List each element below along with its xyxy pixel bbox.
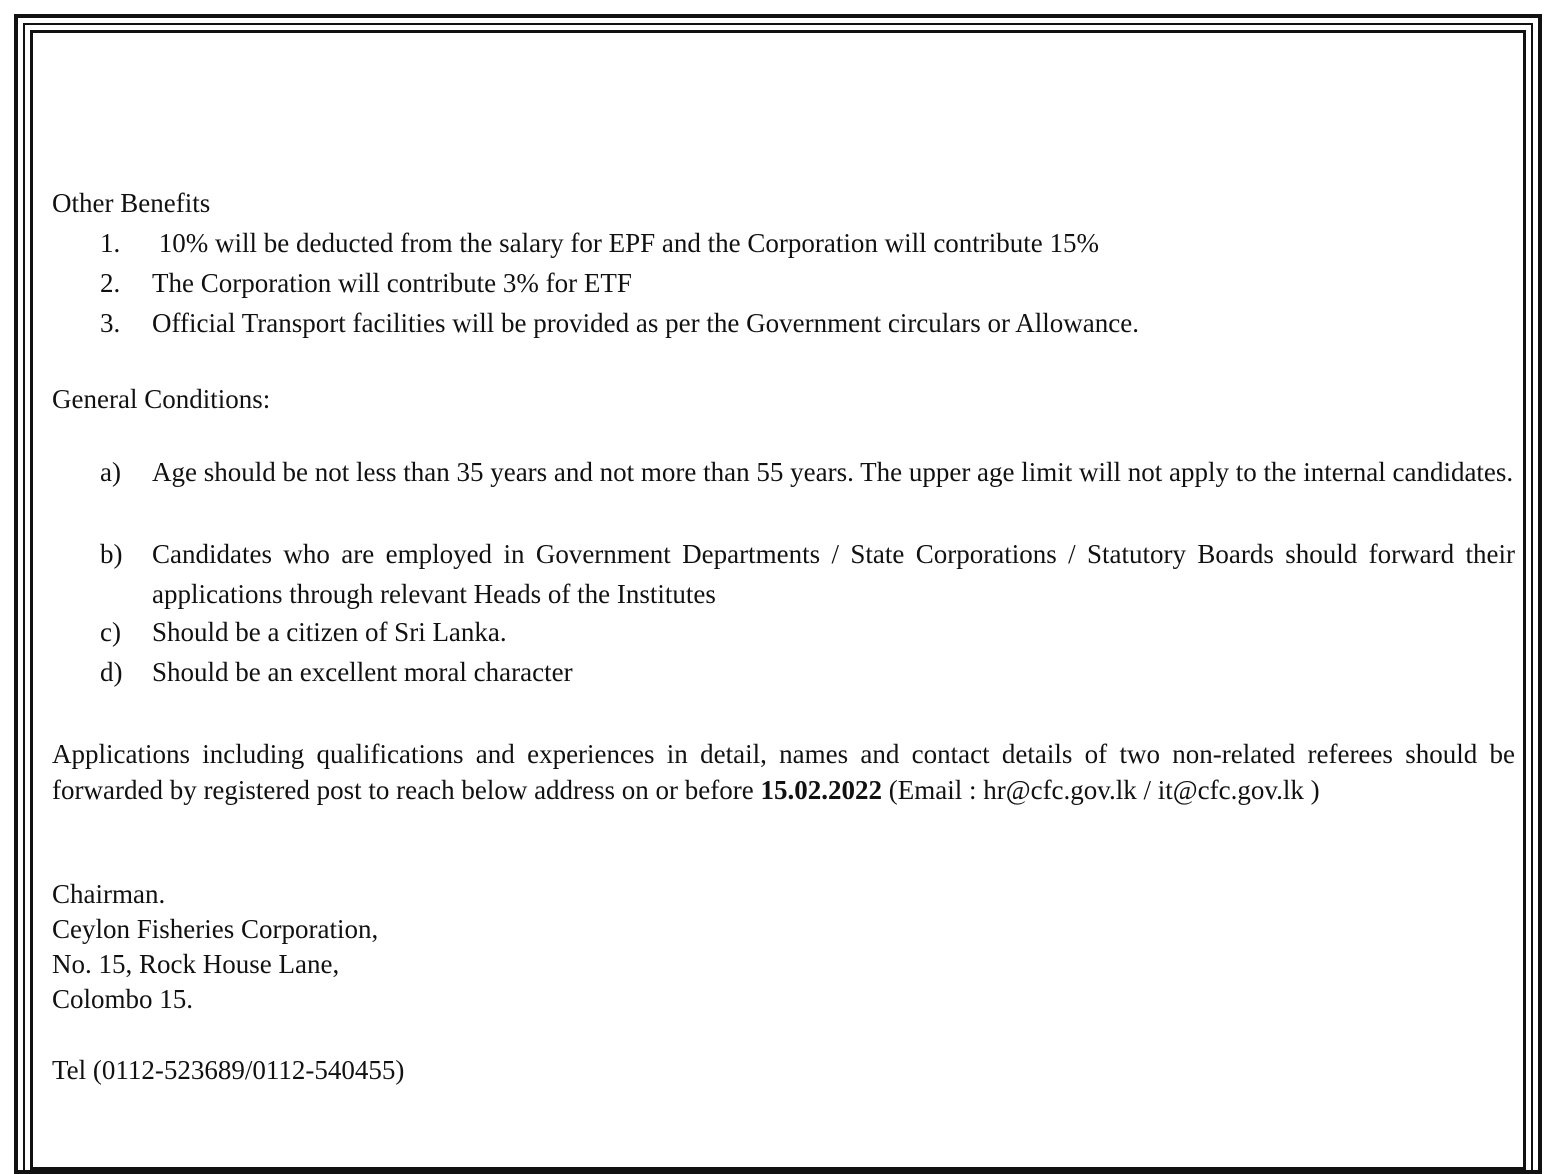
condition-text: Candidates who are employed in Government Departments / State Corporations / Statutory Boards should forward their applications through relevant Heads of the Institutes	[152, 539, 1515, 609]
benefit-text: 10% will be deducted from the salary for EPF and the Corporation will contribute 15%	[152, 228, 1100, 258]
condition-item	[52, 655, 1515, 690]
address-line: Chairman.	[52, 879, 166, 909]
list-marker: c)	[100, 617, 121, 647]
list-marker: b)	[100, 539, 123, 569]
list-marker: 2.	[100, 268, 121, 298]
condition-text: Should be an excellent moral character	[152, 657, 573, 687]
general-conditions-heading: General Conditions:	[52, 384, 271, 414]
address-line: No. 15, Rock House Lane,	[52, 949, 340, 979]
applications-paragraph	[52, 736, 1515, 808]
condition-item	[52, 615, 1515, 650]
applications-text: Applications including qualifications and experiences in detail, names and contact details of two non-related referees should be forwarded by registered post to reach below address on or before	[52, 739, 1515, 805]
deadline-date: 15.02.2022	[760, 775, 882, 805]
telephone-line: Tel (0112-523689/0112-540455)	[52, 1055, 405, 1085]
benefit-text: The Corporation will contribute 3% for ETF	[152, 268, 632, 298]
condition-text: Should be a citizen of Sri Lanka.	[152, 617, 507, 647]
condition-item	[52, 534, 1515, 614]
list-marker: a)	[100, 457, 121, 487]
condition-item	[52, 452, 1515, 493]
benefit-item	[52, 306, 1515, 341]
applications-email-text: (Email : hr@cfc.gov.lk / it@cfc.gov.lk )	[882, 775, 1320, 805]
benefit-text: Official Transport facilities will be provided as per the Government circulars or Allowance.	[152, 308, 1139, 338]
list-marker: 3.	[100, 308, 121, 338]
other-benefits-heading: Other Benefits	[52, 188, 211, 218]
address-line: Colombo 15.	[52, 984, 194, 1014]
list-marker: d)	[100, 657, 123, 687]
benefit-item	[52, 226, 1515, 261]
address-line: Ceylon Fisheries Corporation,	[52, 914, 379, 944]
condition-text: Age should be not less than 35 years and not more than 55 years. The upper age limit will not apply to the internal candidates.	[152, 457, 1514, 487]
benefit-item	[52, 266, 1515, 301]
list-marker: 1.	[100, 228, 121, 258]
